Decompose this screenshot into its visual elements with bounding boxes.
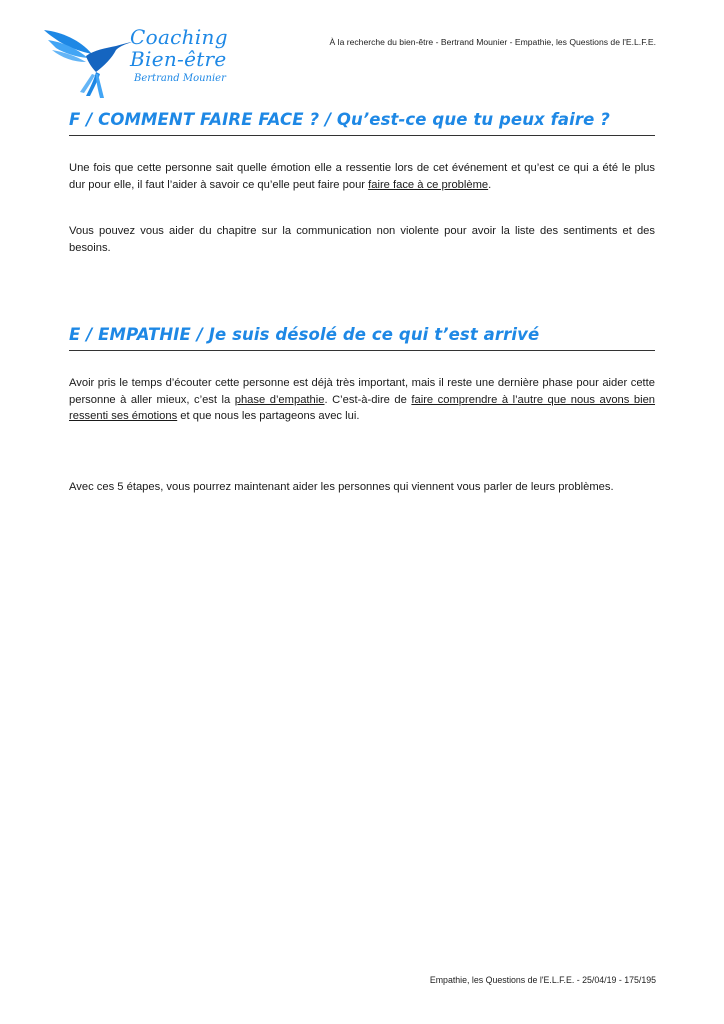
underlined-phrase: phase d’empathie [234, 393, 325, 406]
section-heading: E / EMPATHIE / Je suis désolé de ce qui t’est arrivé [69, 325, 655, 351]
running-header: À la recherche du bien-être - Bertrand Mounier - Empathie, les Questions de l'E.L.F.E. [329, 37, 656, 47]
logo-text [130, 26, 228, 86]
underlined-phrase: faire face à ce problème [368, 178, 489, 191]
logo-author: Bertrand Mounier [134, 73, 226, 84]
paragraph-end: et que nous les partageons avec lui. [177, 410, 360, 422]
paragraph [69, 160, 655, 193]
section-faire-face [69, 110, 655, 256]
paragraph: Avec ces 5 étapes, vous pourrez maintenant aider les personnes qui viennent vous parler de leurs problèmes. [69, 480, 614, 493]
logo [42, 24, 242, 102]
logo-title-line1: Coaching [130, 25, 228, 49]
paragraph-text: Une fois que cette personne sait quelle émotion elle a ressentie lors de cet événement et qu’est ce qui a été le plus dur pour elle, il faut l’aider à savoir ce qu’elle peut faire pour [69, 162, 655, 191]
paragraph: Vous pouvez vous aider du chapitre sur la communication non violente pour avoir la liste des sentiments et des besoins. [69, 225, 655, 254]
section-heading: F / COMMENT FAIRE FACE ? / Qu’est-ce que tu peux faire ? [69, 110, 655, 136]
underlined-phrase: faire comprendre à l’autre que nous avons bien ressenti ses émotions [69, 393, 656, 422]
paragraph-text: Avoir pris le temps d’écouter cette personne est déjà très important, mais il reste une dernière phase pour aider cette personne à aller mieux, c’est la [69, 377, 655, 406]
paragraph-end: . [488, 178, 492, 191]
page-footer: Empathie, les Questions de l'E.L.F.E. - 25/04/19 - 175/195 [429, 975, 656, 985]
paragraph-text: . C’est-à-dire de [324, 393, 412, 406]
paragraph [69, 375, 655, 425]
logo-title-line2: Bien-être [130, 47, 227, 71]
section-empathie [69, 325, 655, 495]
hummingbird-icon [42, 26, 132, 102]
